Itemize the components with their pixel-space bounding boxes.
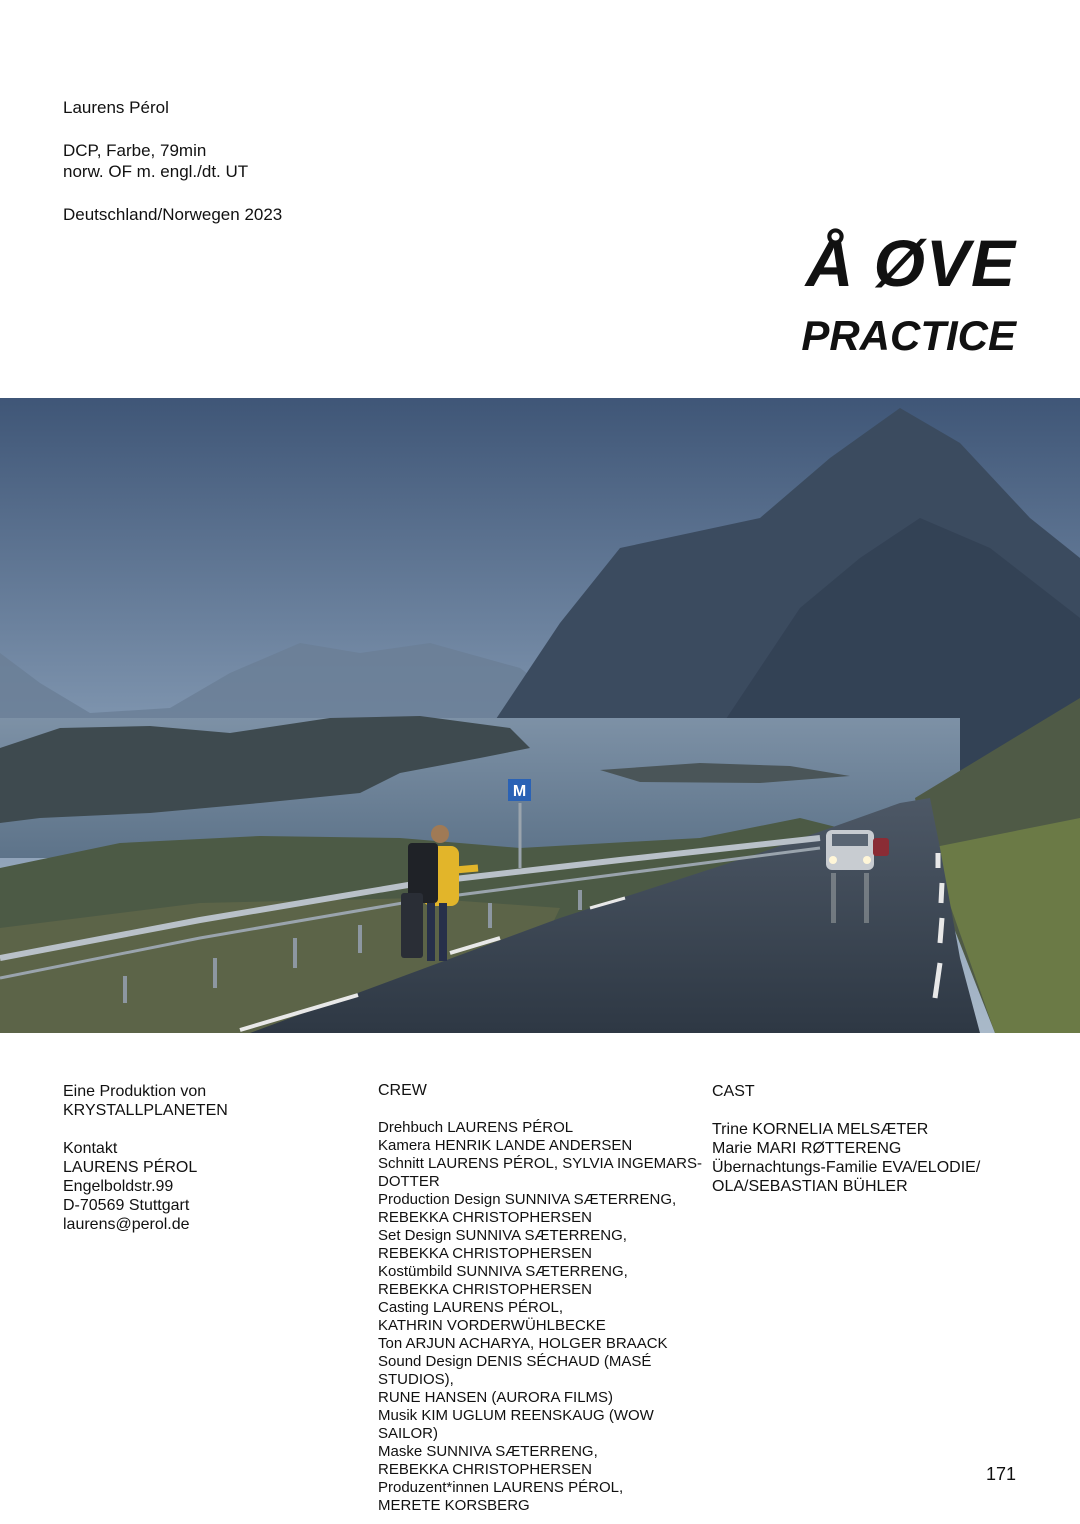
crew-line: Casting LAURENS PÉROL, <box>378 1299 564 1316</box>
svg-text:M: M <box>512 783 527 800</box>
crew-line: Production Design SUNNIVA SÆTERRENG, <box>378 1191 677 1208</box>
page-number: 171 <box>985 1464 1016 1484</box>
crew-line: KATHRIN VORDERWÜHLBECKE <box>378 1317 606 1334</box>
cast-line: Marie MARI RØTTERENG <box>712 1140 902 1157</box>
crew-line: Schnitt LAURENS PÉROL, SYLVIA INGEMARS- <box>378 1155 702 1172</box>
crew-line: Sound Design DENIS SÉCHAUD (MASÉ STUDIOS), <box>378 1353 652 1388</box>
title-block <box>801 228 1016 360</box>
production-company: KRYSTALLPLANETEN <box>63 1102 228 1119</box>
crew-line: REBEKKA CHRISTOPHERSEN <box>378 1281 592 1298</box>
crew-line: REBEKKA CHRISTOPHERSEN <box>378 1209 592 1226</box>
crew-line: RUNE HANSEN (AURORA FILMS) <box>378 1389 614 1406</box>
film-title: Å ØVE <box>805 226 1016 300</box>
language: norw. OF m. engl./dt. UT <box>63 162 249 181</box>
crew-line: Set Design SUNNIVA SÆTERRENG, <box>378 1227 627 1244</box>
contact-name: LAURENS PÉROL <box>63 1159 198 1176</box>
country-year: Deutschland/Norwegen 2023 <box>63 205 283 224</box>
cast-line: Trine KORNELIA MELSÆTER <box>712 1121 929 1138</box>
crew-line: DOTTER <box>378 1173 440 1190</box>
film-still-image <box>0 398 1080 1033</box>
contact-street: Engelboldstr.99 <box>63 1178 174 1195</box>
crew-section <box>378 1082 708 1515</box>
contact-city: D-70569 Stuttgart <box>63 1197 190 1214</box>
crew-line: REBEKKA CHRISTOPHERSEN <box>378 1461 592 1478</box>
crew-line: REBEKKA CHRISTOPHERSEN <box>378 1245 592 1262</box>
crew-heading: CREW <box>378 1082 427 1099</box>
cast-section <box>712 1082 1012 1196</box>
crew-line: Drehbuch LAURENS PÉROL <box>378 1119 574 1136</box>
director: Laurens Pérol <box>63 98 169 117</box>
contact-email[interactable]: laurens@perol.de <box>63 1216 190 1233</box>
crew-line: Maske SUNNIVA SÆTERRENG, <box>378 1443 598 1460</box>
format: DCP, Farbe, 79min <box>63 141 207 160</box>
crew-line: Musik KIM UGLUM REENSKAUG (WOW SAILOR) <box>378 1407 654 1442</box>
crew-line: Kamera HENRIK LANDE ANDERSEN <box>378 1137 633 1154</box>
production-label: Eine Produktion von <box>63 1083 207 1100</box>
crew-line: Produzent*innen LAURENS PÉROL, <box>378 1479 624 1496</box>
crew-line: Kostümbild SUNNIVA SÆTERRENG, <box>378 1263 628 1280</box>
cast-line: Übernachtungs-Familie EVA/ELODIE/ <box>712 1159 981 1176</box>
contact-label: Kontakt <box>63 1140 118 1157</box>
crew-line: MERETE KORSBERG <box>378 1497 530 1514</box>
film-info <box>63 97 282 225</box>
film-title-english: PRACTICE <box>801 312 1016 359</box>
crew-line: Ton ARJUN ACHARYA, HOLGER BRAACK <box>378 1335 668 1352</box>
cast-line: OLA/SEBASTIAN BÜHLER <box>712 1178 908 1195</box>
cast-heading: CAST <box>712 1083 755 1100</box>
production-contact <box>63 1082 228 1234</box>
